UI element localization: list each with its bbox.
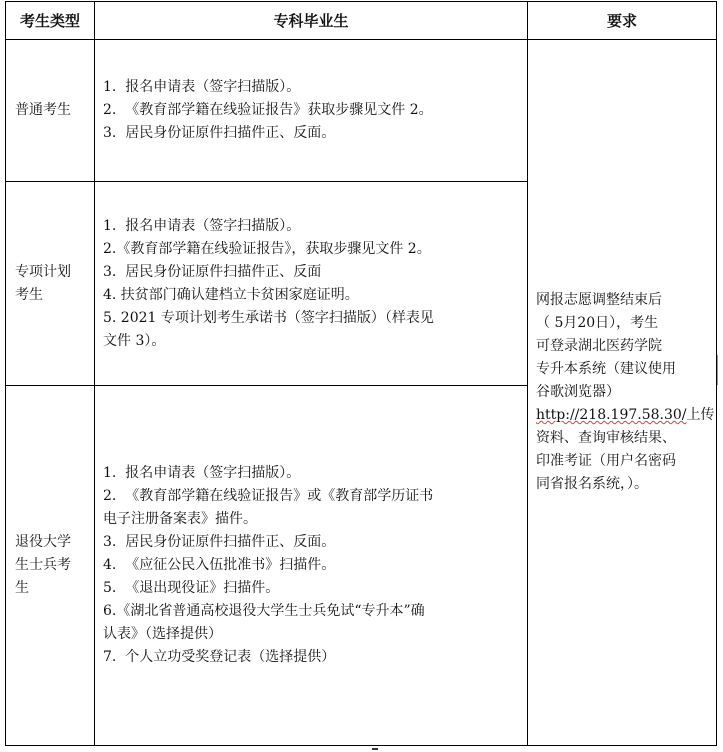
requirement-line: 印准考证（用户名密码: [536, 453, 676, 469]
header-student-type: 考生类型: [19, 12, 80, 30]
list-item: 1. 报名申请表（签字扫描版）。: [103, 217, 301, 234]
list-item: 5. 2021 专项计划考生承诺书（签字扫描版）（样表见: [103, 309, 434, 326]
type-special-plan: 专项计划 考生: [15, 263, 71, 303]
list-item: 文件 3）。: [103, 332, 166, 349]
header-requirements: 要求: [606, 12, 637, 30]
header-graduates: 专科毕业生: [273, 12, 349, 30]
list-regular: [95, 40, 527, 181]
list-veteran: [95, 386, 527, 745]
list-item: 1. 报名申请表（签字扫描版）。: [103, 465, 301, 481]
list-item: 认表》（选择提供）: [103, 626, 222, 642]
requirement-line: 可登录湖北医药学院: [536, 338, 662, 354]
list-item: 3. 居民身份证原件扫描件正、反面: [103, 263, 322, 280]
list-item: 1. 报名申请表（签字扫描版）。: [103, 79, 301, 95]
requirement-line: 同省报名系统，）。: [536, 476, 648, 492]
requirement-url-line: [536, 404, 715, 427]
requirement-line: （ 5月20日），考生: [536, 315, 659, 331]
system-url-link[interactable]: http://218.197.58.30/: [536, 407, 687, 423]
list-item: 6.《湖北省普通高校退役大学生士兵免试“专升本”确: [103, 603, 425, 619]
requirement-line: 谷歌浏览器）: [536, 384, 620, 400]
list-item: 4. 扶贫部门确认建档立卡贫困家庭证明。: [103, 286, 359, 303]
page-footer-mark: [372, 748, 378, 750]
type-regular: 普通考生: [15, 102, 71, 118]
requirement-line: 资料、查询审核结果、: [536, 430, 676, 446]
requirement-url-tail: 上传: [686, 407, 715, 423]
list-item: 3. 居民身份证原件扫描件正、反面。: [103, 534, 336, 550]
list-item: 4. 《应征公民入伍批准书》扫描件。: [103, 557, 336, 573]
requirement-cell: [528, 40, 716, 745]
list-item: 7. 个人立功受奖登记表（选择提供）: [103, 649, 336, 665]
list-item: 电子注册备案表》描件。: [103, 511, 257, 527]
page-edge-mark: [717, 355, 718, 385]
list-special-plan: [95, 182, 527, 385]
list-item: 2. 《教育部学籍在线验证报告》获取步骤见文件 2。: [103, 102, 433, 118]
list-item: 2. 《教育部学籍在线验证报告》或《教育部学历证书: [103, 488, 434, 504]
table-border-bottom: [5, 745, 717, 746]
requirement-line: 网报志愿调整结束后: [536, 292, 662, 308]
list-item: 2.《教育部学籍在线验证报告》，获取步骤见文件 2。: [103, 240, 431, 257]
requirements-table: [5, 1, 717, 746]
type-veteran: 退役大学 生士兵考 生: [15, 534, 71, 596]
list-item: 5. 《退出现役证》扫描件。: [103, 580, 280, 596]
requirement-line: 专升本系统（建议使用: [536, 361, 676, 377]
list-item: 3. 居民身份证原件扫描件正、反面。: [103, 125, 336, 141]
